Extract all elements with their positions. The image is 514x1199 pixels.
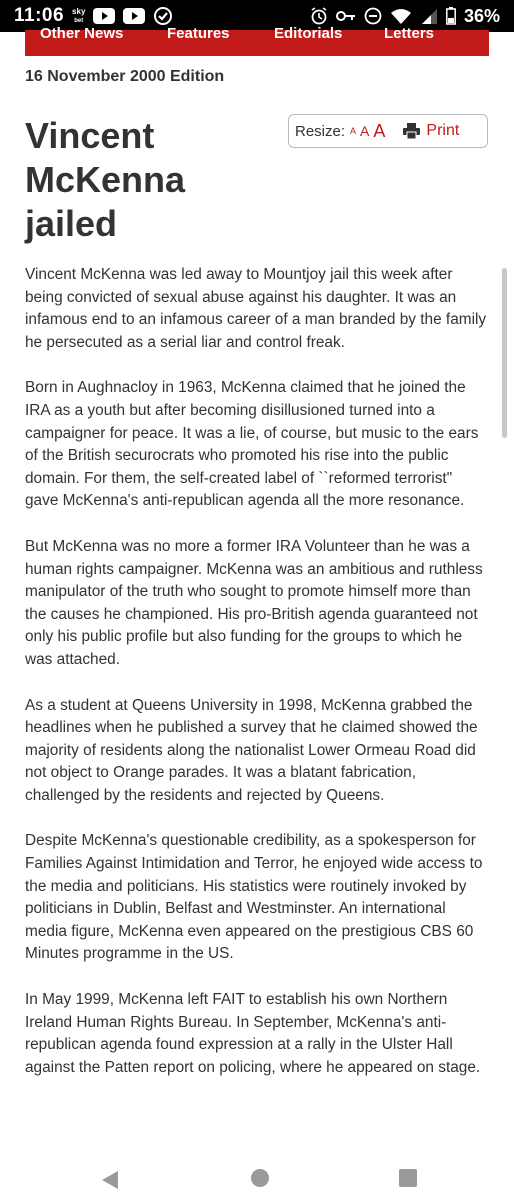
article-paragraph: Born in Aughnacloy in 1963, McKenna claimed that he joined the IRA as a youth but after becoming disillusioned turned into a campaigner for peace. It was a lie, of course, but music to the ears of the British securocrats who promoted his rise into the public domain. For them, the self-created label of ``reformed terrorist" gave McKenna's anti-republican agenda all the more resonance. — [25, 379, 479, 510]
do-not-disturb-icon — [364, 7, 382, 25]
status-time: 11:06 — [14, 5, 65, 26]
battery-icon — [446, 7, 456, 25]
print-button[interactable]: Print — [426, 122, 460, 139]
title-line: McKenna — [25, 159, 186, 200]
nav-item-letters[interactable]: Letters — [384, 25, 435, 42]
verified-badge-icon — [153, 6, 173, 26]
cell-signal-icon — [420, 7, 438, 25]
youtube-icon — [93, 8, 115, 24]
article-paragraph: Vincent McKenna was led away to Mountjoy jail this week after being convicted of sexual abuse against his daughter. It was an infamous end to an infamous career of a man branded by the family he persecuted as a serial liar and control freak. — [25, 266, 487, 351]
skybet-notification-icon — [72, 8, 85, 25]
nav-item-other-news[interactable]: Other News — [40, 25, 124, 42]
vpn-key-icon — [336, 9, 356, 23]
nav-item-editorials[interactable]: Editorials — [274, 25, 343, 42]
wifi-icon — [390, 7, 412, 25]
article-paragraph: As a student at Queens University in 1998, McKenna grabbed the headlines when he published a survey that he claimed showed the majority of residents along the nationalist Lower Ormeau Road did not object to Orange parades. It was a blatant fabrication, challenged by the residents and rejected by Queens. — [25, 696, 478, 804]
article-paragraph: Despite McKenna's questionable credibility, as a spokesperson for Families Against Intimidation and Terror, he enjoyed wide access to the media and politicians. His statistics were routinely invoked by politicians in Dublin, Belfast and Westminster. An international media figure, McKenna even appeared on the prestigious CBS 60 Minutes programme in the US. — [25, 832, 483, 963]
font-size-medium-button[interactable]: A — [360, 123, 370, 139]
article-paragraph: In May 1999, McKenna left FAIT to establish his own Northern Ireland Human Rights Bureau. In September, McKenna's anti-republican agenda found expression at a rally in the Ulster Hall against the Patten report on policing, where he appeared on stage. — [25, 991, 481, 1076]
scrollbar-thumb[interactable] — [502, 268, 507, 438]
article-body — [25, 264, 489, 1102]
status-bar-left — [14, 5, 173, 27]
recent-apps-icon[interactable] — [399, 1169, 417, 1187]
title-line: Vincent — [25, 115, 155, 156]
alarm-icon — [310, 7, 328, 25]
edition-date: 16 November 2000 Edition — [25, 68, 225, 85]
resize-print-toolbar — [288, 114, 488, 148]
youtube-icon-2 — [123, 8, 145, 24]
title-line: jailed — [25, 203, 118, 244]
battery-percent: 36% — [463, 5, 500, 26]
back-icon[interactable] — [100, 1170, 120, 1195]
android-nav-bar — [0, 1160, 514, 1199]
skybet-top: sky — [72, 6, 86, 16]
font-size-large-button[interactable]: A — [373, 120, 386, 141]
site-nav-bar — [25, 25, 489, 56]
skybet-bottom: bet — [74, 17, 84, 24]
resize-label: Resize: — [295, 122, 346, 140]
article-paragraph: But McKenna was no more a former IRA Volunteer than he was a human rights campaigner. McKenna was an ambitious and ruthless manipulator of the truth who sought to promote himself more than the causes he championed. His pro-British agenda guaranteed not only his public profile but also funding for the groups to which he was attached. — [25, 537, 483, 668]
printer-icon[interactable] — [403, 123, 420, 139]
font-size-small-button[interactable]: A — [350, 126, 357, 136]
home-icon[interactable] — [251, 1169, 269, 1187]
nav-item-features[interactable]: Features — [167, 25, 230, 42]
article-title — [25, 114, 255, 246]
status-bar-right — [310, 6, 500, 27]
